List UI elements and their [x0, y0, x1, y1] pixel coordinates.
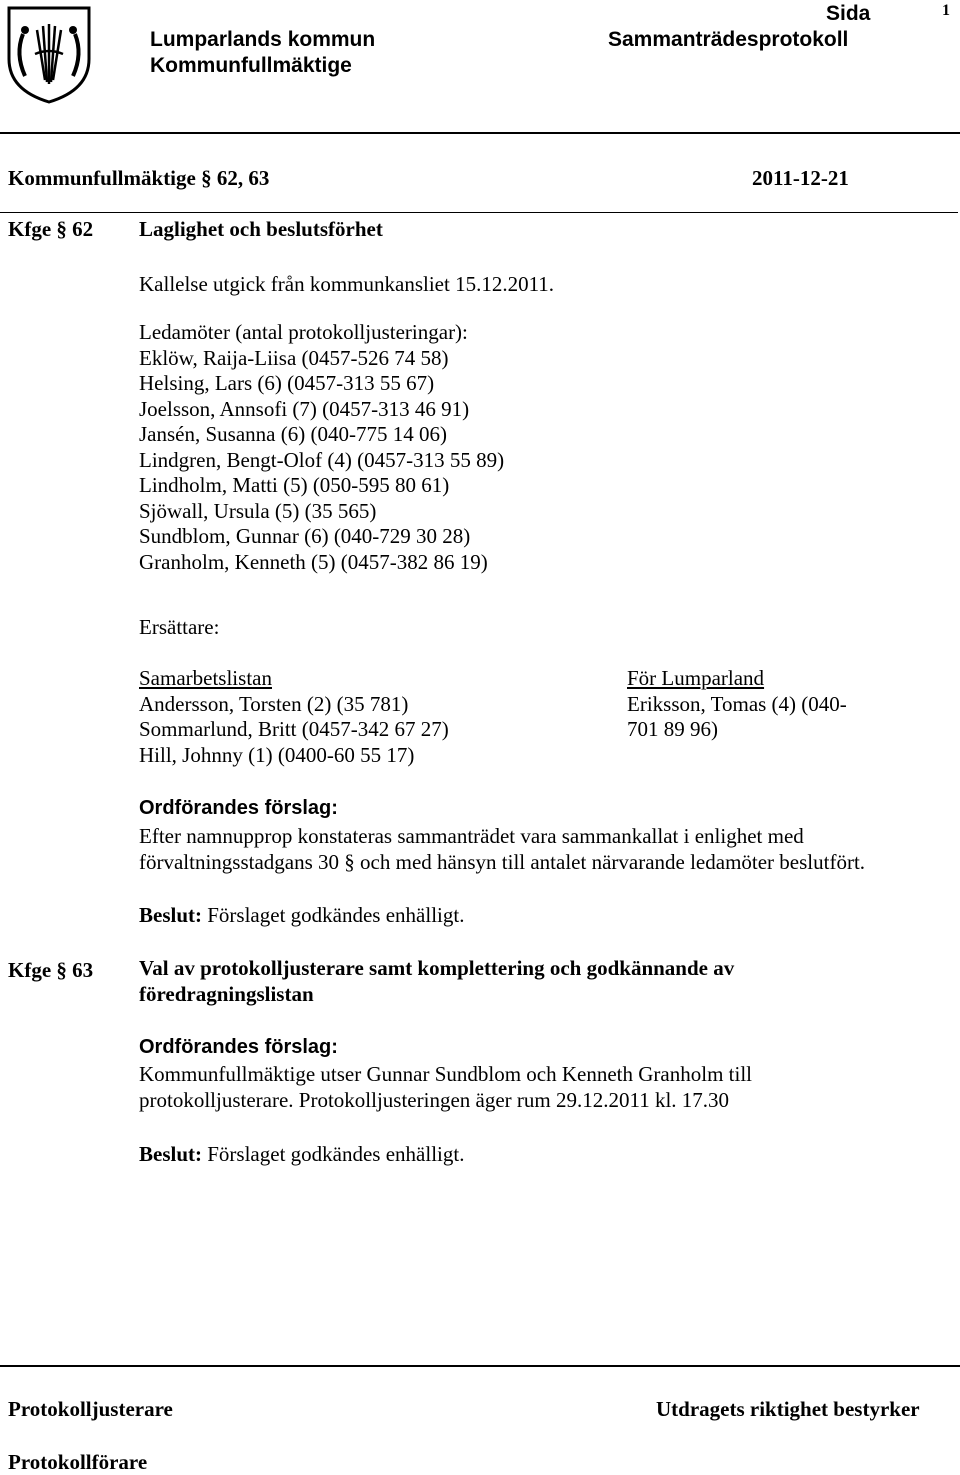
decision-text: Förslaget godkändes enhälligt.	[207, 1142, 465, 1166]
proposal-heading: Ordförandes förslag:	[139, 797, 338, 819]
meeting-divider	[0, 212, 958, 213]
decision-text: Förslaget godkändes enhälligt.	[207, 903, 465, 927]
decision-label: Beslut:	[139, 903, 202, 927]
member-item: Sundblom, Gunnar (6) (040-729 30 28)	[139, 524, 471, 548]
protokollforare-label: Protokollförare	[8, 1450, 148, 1474]
member-item: Eklöw, Raija-Liisa (0457-526 74 58)	[139, 345, 449, 370]
decision-label: Beslut:	[139, 1142, 202, 1166]
meeting-title: Kommunfullmäktige § 62, 63	[8, 166, 270, 190]
for-lumparland-list	[627, 666, 847, 743]
coat-of-arms-logo	[5, 4, 93, 104]
ersattare-heading: Ersättare:	[139, 615, 220, 639]
member-item: Helsing, Lars (6) (0457-313 55 67)	[139, 371, 435, 395]
substitute-item: Andersson, Torsten (2) (35 781)	[139, 691, 409, 716]
protokolljusterare-label: Protokolljusterare	[8, 1397, 173, 1421]
utdragets-label: Utdragets riktighet bestyrker	[656, 1397, 920, 1421]
page-number: 1	[942, 2, 950, 19]
substitute-item: Hill, Johnny (1) (0400-60 55 17)	[139, 742, 415, 767]
members-heading: Ledamöter (antal protokolljusteringar):	[139, 320, 468, 344]
body-name: Kommunfullmäktige	[150, 54, 352, 77]
kallelse-text: Kallelse utgick från kommunkansliet 15.12.2011.	[139, 272, 555, 296]
sida-label: Sida	[826, 2, 871, 25]
member-item: Sjöwall, Ursula (5) (35 565)	[139, 498, 377, 523]
section-title-line: föredragningslistan	[139, 981, 314, 1006]
doc-type: Sammanträdesprotokoll	[608, 28, 849, 51]
section-title-line: Val av protokolljusterare samt komplettering och godkännande av	[139, 956, 735, 980]
section-title: Laglighet och beslutsförhet	[139, 217, 383, 241]
member-item: Lindgren, Bengt-Olof (4) (0457-313 55 89)	[139, 447, 505, 472]
proposal-heading: Ordförandes förslag:	[139, 1036, 338, 1058]
proposal-line: Efter namnupprop konstateras sammanträdet vara sammankallat i enlighet med	[139, 824, 804, 848]
samarbetslistan-list	[139, 666, 449, 768]
substitute-item: 701 89 96)	[627, 717, 718, 741]
header-divider	[0, 132, 960, 134]
section-title	[139, 956, 734, 1007]
proposal-line: förvaltningsstadgans 30 § och med hänsyn till antalet närvarande ledamöter beslutfört.	[139, 849, 866, 874]
decision	[139, 903, 464, 928]
section-label: Kfge § 63	[8, 958, 94, 982]
member-item: Joelsson, Annsofi (7) (0457-313 46 91)	[139, 396, 470, 421]
meeting-date: 2011-12-21	[752, 166, 849, 190]
member-item: Lindholm, Matti (5) (050-595 80 61)	[139, 473, 450, 497]
members-list	[139, 320, 504, 575]
proposal-text	[139, 824, 865, 875]
footer-divider	[0, 1365, 960, 1367]
decision	[139, 1142, 464, 1167]
samarbetslistan-heading: Samarbetslistan	[139, 666, 272, 690]
substitute-item: Sommarlund, Britt (0457-342 67 27)	[139, 717, 449, 741]
proposal-line: protokolljusterare. Protokolljusteringen äger rum 29.12.2011 kl. 17.30	[139, 1087, 730, 1112]
section-label: Kfge § 62	[8, 217, 94, 241]
proposal-line: Kommunfullmäktige utser Gunnar Sundblom och Kenneth Granholm till	[139, 1062, 752, 1086]
for-lumparland-heading: För Lumparland	[627, 666, 765, 690]
proposal-text	[139, 1062, 752, 1113]
org-name: Lumparlands kommun	[150, 28, 376, 51]
substitute-item: Eriksson, Tomas (4) (040-	[627, 691, 847, 716]
member-item: Granholm, Kenneth (5) (0457-382 86 19)	[139, 549, 488, 574]
member-item: Jansén, Susanna (6) (040-775 14 06)	[139, 422, 447, 446]
